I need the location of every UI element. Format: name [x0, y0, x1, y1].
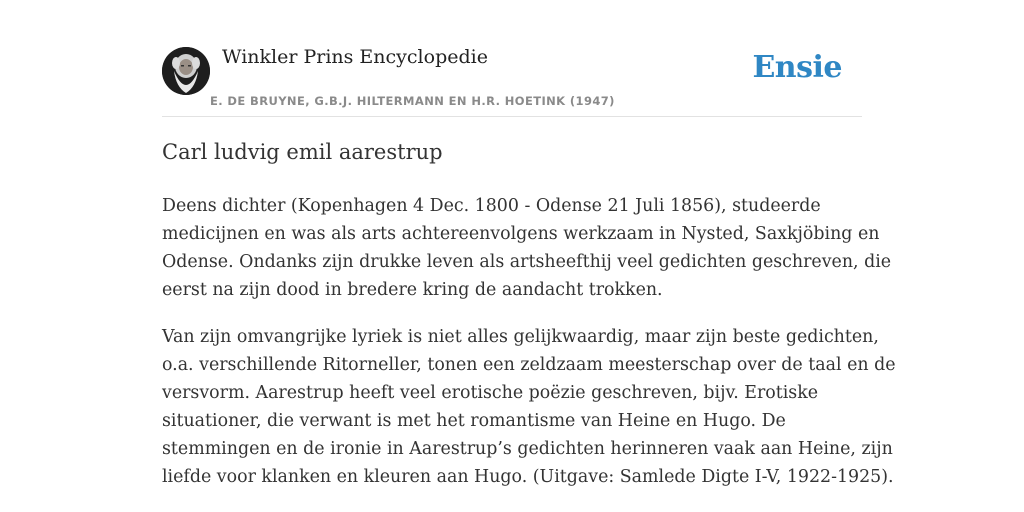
authors-credit: E. DE BRUYNE, G.B.J. HILTERMANN EN H.R. HOETINK (1947) [210, 94, 615, 108]
paragraph-line: versvorm. Aarestrup heeft veel erotische poëzie geschreven, bijv. Erotiske [162, 383, 819, 403]
paragraph-line: liefde voor klanken en kleuren aan Hugo. (Uitgave: Samlede Digte I-V, 1922-1925). [162, 467, 894, 487]
bearded-man-portrait-icon [162, 47, 210, 95]
paragraph-line: stemmingen en de ironie in Aarestrup’s gedichten herinneren vaak aan Heine, zijn [162, 439, 893, 459]
article-paragraph-2 [162, 323, 896, 491]
site-title[interactable]: Winkler Prins Encyclopedie [222, 46, 488, 68]
paragraph-line: eerst na zijn dood in bredere kring de aandacht trokken. [162, 280, 663, 300]
paragraph-line: Odense. Ondanks zijn drukke leven als artsheefthij veel gedichten geschreven, die [162, 252, 892, 272]
paragraph-line: Deens dichter (Kopenhagen 4 Dec. 1800 - Odense 21 Juli 1856), studeerde [162, 196, 821, 216]
paragraph-line: Van zijn omvangrijke lyriek is niet alles gelijkwaardig, maar zijn beste gedichten, [162, 327, 879, 347]
paragraph-line: o.a. verschillende Ritorneller, tonen een zeldzaam meesterschap over de taal en de [162, 355, 896, 375]
paragraph-line: situationer, die verwant is met het romantisme van Heine en Hugo. De [162, 411, 786, 431]
author-avatar[interactable] [162, 47, 210, 95]
site-header [162, 46, 862, 117]
article-title: Carl ludvig emil aarestrup [162, 140, 443, 164]
ensie-logo[interactable]: Ensie [752, 50, 842, 85]
paragraph-line: medicijnen en was als arts achtereenvolgens werkzaam in Nysted, Saxkjöbing en [162, 224, 880, 244]
article-paragraph-1 [162, 192, 892, 304]
